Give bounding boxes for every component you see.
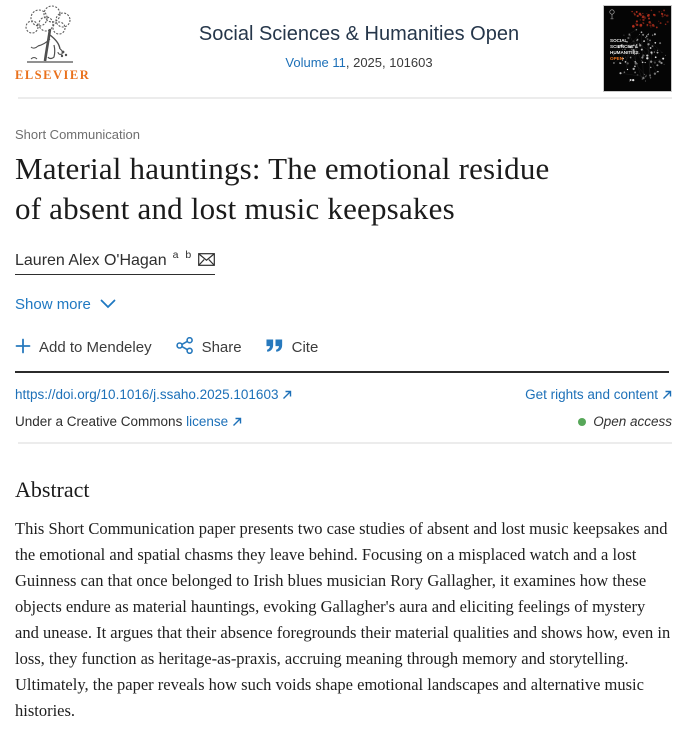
quote-icon: [266, 339, 284, 357]
author-affiliation-sups: a b: [172, 249, 194, 261]
journal-title-link[interactable]: Social Sciences & Humanities Open: [198, 23, 520, 45]
volume-line: [115, 55, 603, 70]
get-rights-link[interactable]: [525, 387, 672, 402]
external-link-icon: [282, 390, 292, 400]
share-icon: [176, 337, 194, 358]
author-link[interactable]: [15, 249, 215, 275]
open-access-badge: [578, 414, 672, 429]
article-type-label: Short Communication: [15, 127, 140, 142]
actions-divider: [15, 371, 669, 373]
add-to-mendeley-button[interactable]: [15, 338, 152, 358]
journal-header-center: [115, 5, 603, 70]
article-title-line1: Material hauntings: The emotional residue: [15, 151, 550, 186]
external-link-icon: [662, 390, 672, 400]
journal-cover-thumbnail[interactable]: [603, 5, 672, 92]
elsevier-wordmark: ELSEVIER: [15, 68, 91, 82]
doi-link[interactable]: [15, 387, 292, 402]
elsevier-tree-icon: [15, 5, 115, 67]
header-divider: [18, 97, 672, 99]
cover-title-line: HUMANITIES: [610, 50, 639, 55]
cover-title-line: SCIENCES &: [610, 44, 639, 49]
plus-icon: [15, 338, 31, 358]
license-link[interactable]: [186, 414, 242, 429]
share-button[interactable]: [176, 337, 242, 358]
cite-label: Cite: [291, 339, 319, 356]
doi-text: https://doi.org/10.1016/j.ssaho.2025.101603: [15, 387, 279, 402]
abstract-text: This Short Communication paper presents two case studies of absent and lost music keepsakes and the emotional and spatial chasms they leave behind. Focusing on a misplaced watch and a lost Guinness can that once belonged to Irish blues musician Rory Gallagher, it examines how these objects endure as material hauntings, evoking Gallagher's aura and eliciting feelings of mystery and unease. It argues that their absence foregrounds their material qualities and shows how, even in loss, they function as heritage-as-praxis, accruing meaning through memory and storytelling. Ultimately, the paper reveals how such voids shape emotional landscapes and alternative music histories.: [15, 519, 671, 720]
show-more-button[interactable]: [15, 296, 116, 313]
add-to-mendeley-label: Add to Mendeley: [39, 339, 152, 356]
issue-info: , 2025, 101603: [345, 55, 433, 70]
get-rights-text: Get rights and content: [525, 387, 658, 402]
open-access-label: Open access: [593, 414, 672, 429]
author-row: [15, 249, 672, 275]
external-link-icon: [232, 417, 242, 427]
cite-button[interactable]: [266, 339, 319, 357]
license-prefix: Under a Creative Commons: [15, 414, 183, 429]
cover-title-line: SOCIAL: [610, 38, 628, 43]
author-name: Lauren Alex O'Hagan: [15, 252, 167, 269]
journal-header: [15, 0, 672, 97]
email-envelope-icon: [198, 253, 215, 271]
abstract-divider: [18, 442, 672, 444]
article-title-line2: of absent and lost music keepsakes: [15, 191, 455, 226]
actions-toolbar: [15, 337, 672, 358]
open-access-dot-icon: [578, 418, 586, 426]
article-title: [15, 149, 672, 229]
license-statement: [15, 414, 242, 429]
show-more-label: Show more: [15, 296, 91, 313]
license-row: [15, 414, 672, 429]
license-link-text: license: [186, 414, 229, 429]
share-label: Share: [201, 339, 242, 356]
chevron-down-icon: [100, 296, 116, 313]
cover-title-line: OPEN: [610, 56, 624, 61]
elsevier-logo[interactable]: [15, 5, 115, 83]
abstract-heading: Abstract: [15, 477, 90, 502]
doi-row: [15, 387, 672, 402]
volume-link[interactable]: Volume 11: [285, 55, 346, 70]
